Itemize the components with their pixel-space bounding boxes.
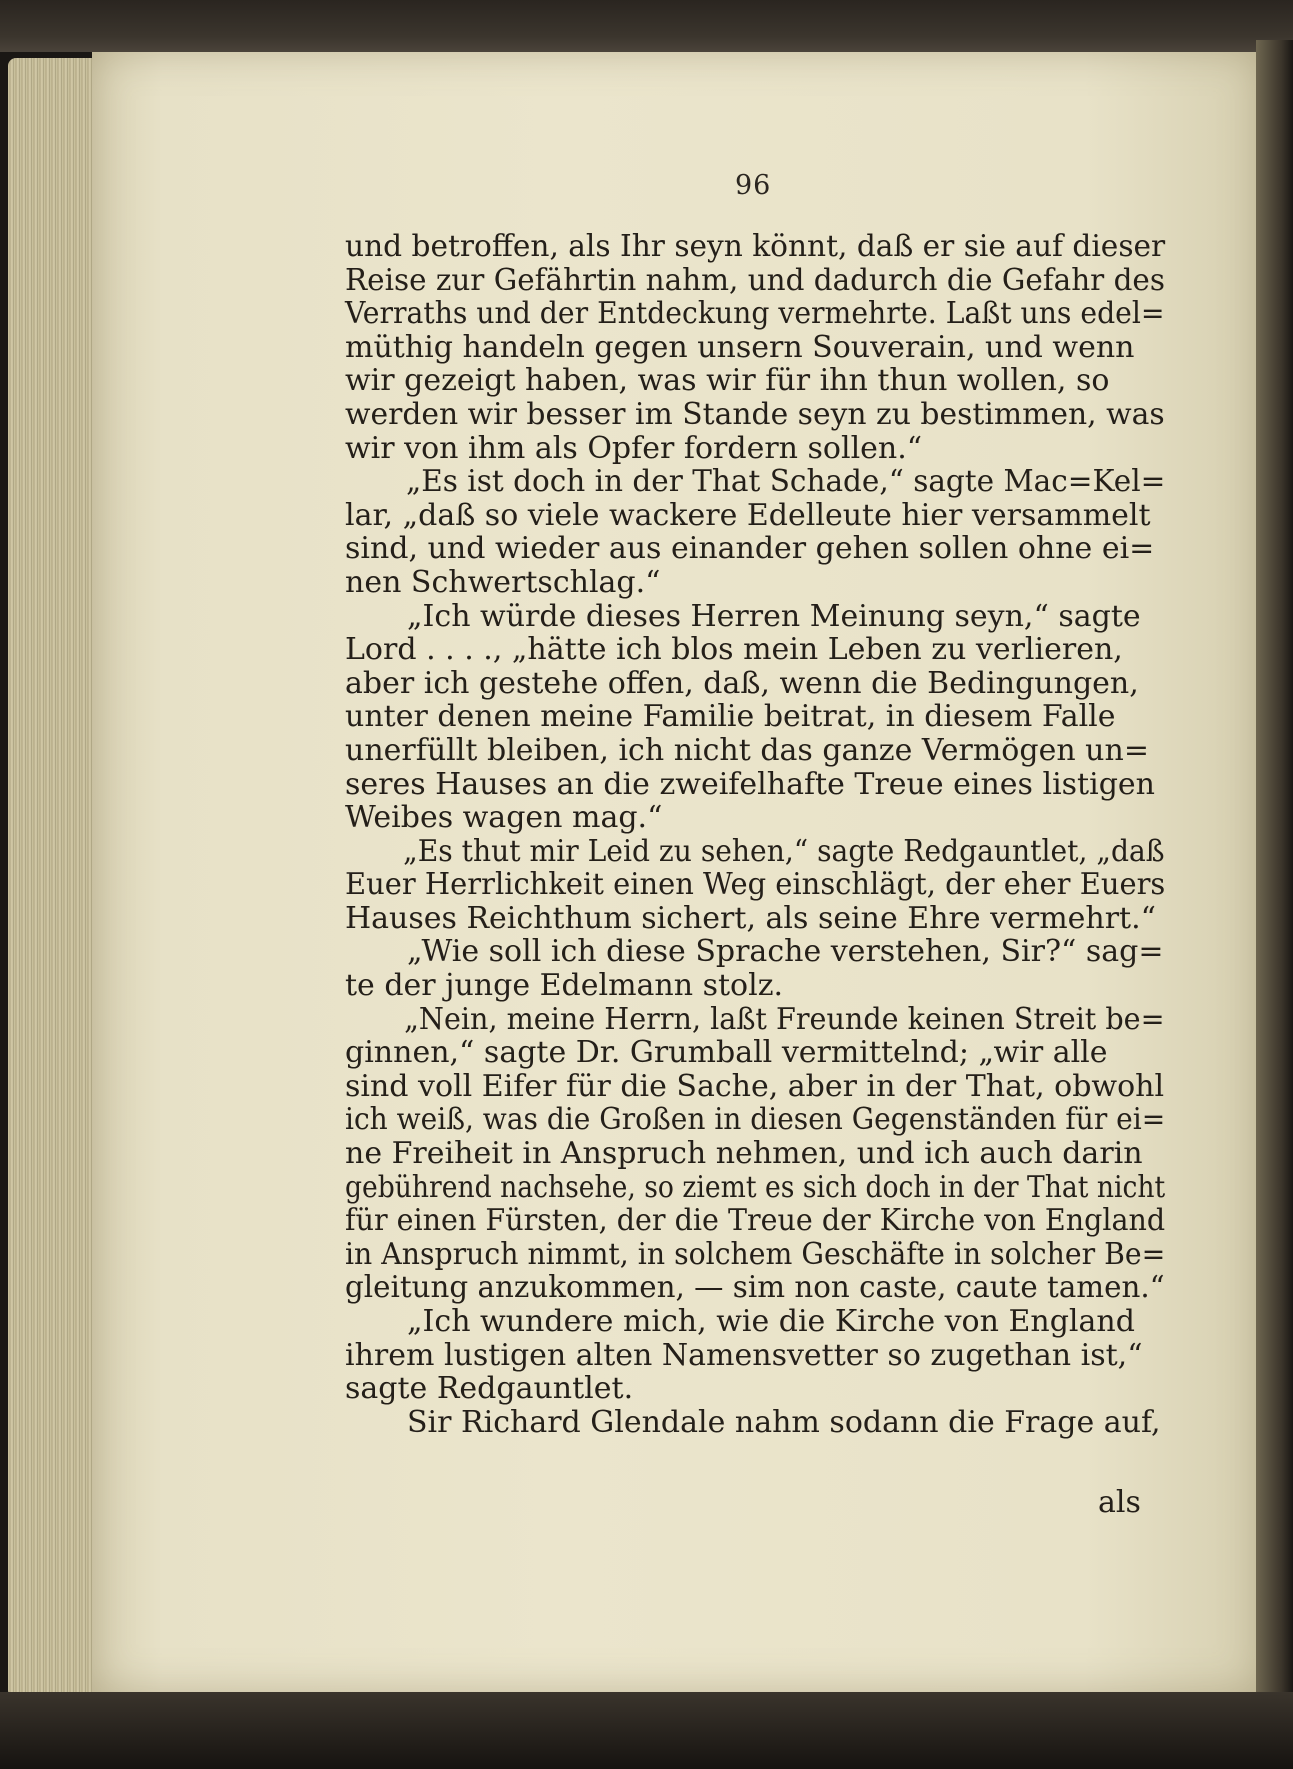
text-line: sind, und wieder aus einander gehen sollen ohne ei=	[345, 531, 1155, 567]
text-line: sind voll Eifer für die Sache, aber in der That, obwohl	[345, 1068, 1165, 1104]
text-line: lar, „daß so viele wackere Edelleute hier versammelt	[345, 497, 1151, 533]
bottom-edge	[0, 1692, 1293, 1769]
page-number: 96	[735, 170, 772, 201]
text-line: Euer Herrlichkeit einen Weg einschlägt, der eher Euers	[345, 867, 1166, 903]
text-line: „Es thut mir Leid zu sehen,“ sagte Redgauntlet, „daß	[403, 833, 1165, 869]
text-line: ich weiß, was die Großen in diesen Gegenständen für ei=	[345, 1102, 1166, 1138]
text-line: gleitung anzukommen, — sim non caste, caute tamen.“	[345, 1270, 1165, 1306]
text-line: sagte Redgauntlet.	[345, 1371, 634, 1407]
text-line: unerfüllt bleiben, ich nicht das ganze Vermögen un=	[345, 732, 1149, 768]
text-line: aber ich gestehe offen, daß, wenn die Bedingungen,	[345, 665, 1139, 701]
text-line: und betroffen, als Ihr seyn könnt, daß er sie auf dieser	[345, 229, 1166, 264]
text-line: ginnen,“ sagte Dr. Grumball vermittelnd; „wir alle	[345, 1035, 1108, 1071]
body-text	[345, 230, 1165, 1439]
text-line: unter denen meine Familie beitrat, in diesem Falle	[345, 699, 1116, 735]
text-line: wir gezeigt haben, was wir für ihn thun wollen, so	[345, 363, 1110, 399]
text-line: Hauses Reichthum sichert, als seine Ehre vermehrt.“	[345, 900, 1156, 936]
text-line: müthig handeln gegen unsern Souverain, und wenn	[345, 329, 1135, 365]
text-line: gebührend nachsehe, so ziemt es sich doch in der That nicht	[345, 1169, 1166, 1205]
text-line: wir von ihm als Opfer fordern sollen.“	[345, 430, 923, 466]
text-line: Weibes wagen mag.“	[345, 800, 663, 836]
text-line: Lord . . . ., „hätte ich blos mein Leben zu verlieren,	[345, 632, 1123, 668]
text-line: nen Schwertschlag.“	[345, 564, 661, 600]
text-line: „Ich würde dieses Herren Meinung seyn,“ sagte	[407, 598, 1141, 634]
text-line: ihrem lustigen alten Namensvetter so zugethan ist,“	[345, 1337, 1143, 1373]
binding-gutter	[1256, 40, 1293, 1720]
text-line: Verraths und der Entdeckung vermehrte. Laßt uns edel=	[345, 296, 1165, 332]
text-line: Reise zur Gefährtin nahm, und dadurch die Gefahr des	[345, 262, 1165, 298]
text-line: für einen Fürsten, der die Treue der Kirche von England	[345, 1203, 1166, 1239]
text-line: „Nein, meine Herrn, laßt Freunde keinen Streit be=	[404, 1001, 1165, 1037]
text-line: „Ich wundere mich, wie die Kirche von England	[407, 1304, 1135, 1339]
text-line: „Wie soll ich diese Sprache verstehen, Sir?“ sag=	[407, 934, 1164, 970]
top-edge	[0, 0, 1293, 52]
text-line: „Es ist doch in der That Schade,“ sagte Mac=Kel=	[405, 464, 1166, 500]
text-line: seres Hauses an die zweifelhafte Treue eines listigen	[345, 766, 1155, 802]
catchword: als	[1098, 1485, 1141, 1520]
text-line: ne Freiheit in Anspruch nehmen, und ich auch darin	[345, 1136, 1143, 1172]
text-line: werden wir besser im Stande seyn zu bestimmen, was	[345, 396, 1165, 432]
text-line: Sir Richard Glendale nahm sodann die Frage auf,	[407, 1404, 1161, 1440]
text-line: te der junge Edelmann stolz.	[345, 968, 784, 1004]
text-line: in Anspruch nimmt, in solchem Geschäfte in solcher Be=	[345, 1236, 1166, 1272]
